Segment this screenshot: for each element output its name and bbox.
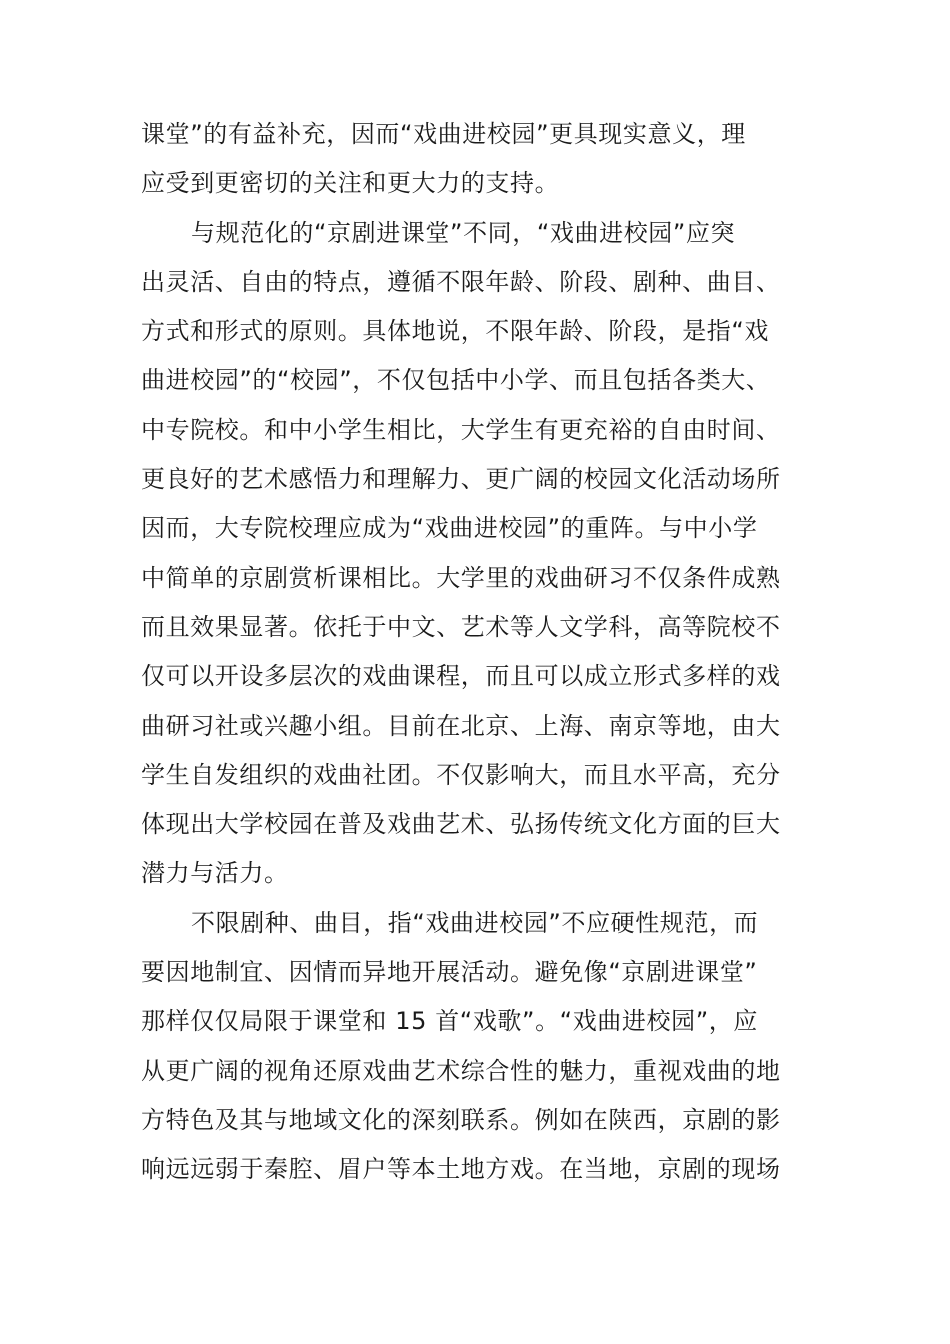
- text-line: 仅可以开设多层次的戏曲课程，而且可以成立形式多样的戏: [141, 662, 781, 691]
- text-line: 体现出大学校园在普及戏曲艺术、弘扬传统文化方面的巨大: [141, 810, 781, 839]
- text-line: 方式和形式的原则。具体地说，不限年龄、阶段，是指“戏: [141, 317, 770, 346]
- paragraph-first-line: 与规范化的“京剧进课堂”不同，“戏曲进校园”应突: [191, 218, 736, 247]
- text-line: 而且效果显著。依托于中文、艺术等人文学科，高等院校不: [141, 612, 781, 641]
- text-line: 那样仅仅局限于课堂和 15 首“戏歌”。“戏曲进校园”，应: [141, 1007, 758, 1036]
- text-line: 应受到更密切的关注和更大力的支持。: [141, 169, 560, 198]
- text-line: 响远远弱于秦腔、眉户等本土地方戏。在当地，京剧的现场: [141, 1155, 781, 1184]
- body-text: [141, 110, 841, 1195]
- text-line: 从更广阔的视角还原戏曲艺术综合性的魅力，重视戏曲的地: [141, 1056, 781, 1085]
- text-line: 课堂”的有益补充，因而“戏曲进校园”更具现实意义，理: [141, 120, 746, 148]
- text-line: 因而，大专院校理应成为“戏曲进校园”的重阵。与中小学: [141, 514, 758, 543]
- text-line: 中简单的京剧赏析课相比。大学里的戏曲研习不仅条件成熟: [141, 563, 781, 592]
- text-line: 曲进校园”的“校园”，不仅包括中小学、而且包括各类大、: [141, 366, 771, 395]
- paragraph-first-line: 不限剧种、曲目，指“戏曲进校园”不应硬性规范，而: [191, 908, 759, 937]
- text-line: 潜力与活力。: [141, 859, 289, 888]
- text-line: 出灵活、自由的特点，遵循不限年龄、阶段、剧种、曲目、: [141, 267, 781, 296]
- text-line: 更良好的艺术感悟力和理解力、更广阔的校园文化活动场所: [141, 465, 781, 494]
- text-line: 要因地制宜、因情而异地开展活动。避免像“京剧进课堂”: [141, 958, 758, 987]
- text-line: 曲研习社或兴趣小组。目前在北京、上海、南京等地，由大: [141, 711, 781, 740]
- text-line: 方特色及其与地域文化的深刻联系。例如在陕西，京剧的影: [141, 1105, 781, 1134]
- text-line: 学生自发组织的戏曲社团。不仅影响大，而且水平高，充分: [141, 760, 781, 789]
- text-line: 中专院校。和中小学生相比，大学生有更充裕的自由时间、: [141, 415, 781, 444]
